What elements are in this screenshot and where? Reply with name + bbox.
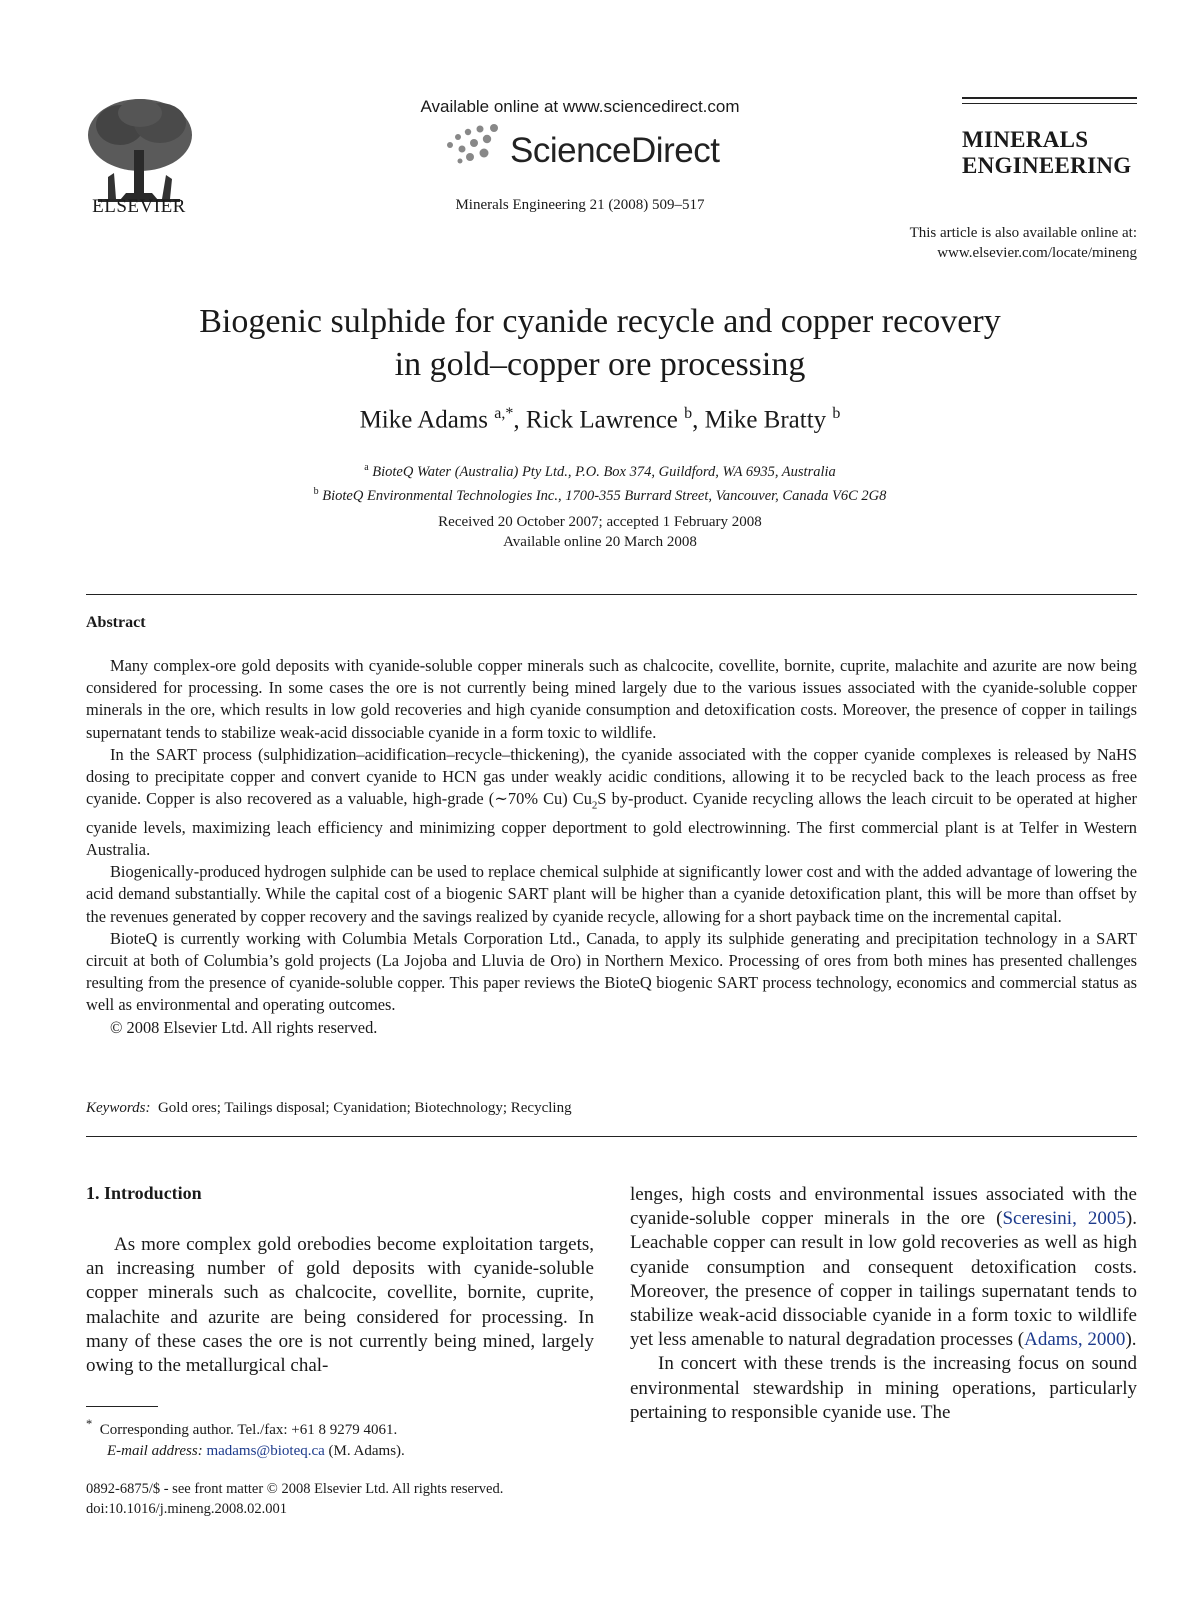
received-date: Received 20 October 2007; accepted 1 February 2008 <box>438 514 762 530</box>
author-separator: , <box>692 406 705 434</box>
footnote-corresponding <box>86 1414 594 1441</box>
body-paragraph: As more complex gold orebodies become exploitation targets, an increasing number of gold deposits with cyanide-soluble copper minerals such as chalcocite, covellite, bornite, cuprite, malachite and azurite are being considered for processing. In many of these cases the ore is not currently being mined, largely owing to the metallurgical chal- <box>86 1234 594 1377</box>
email-label: E-mail address: <box>107 1443 203 1459</box>
footnote-marker: * <box>86 1417 93 1431</box>
abstract-body <box>86 655 1137 1039</box>
author-name: Mike Bratty <box>704 406 827 434</box>
author-name: Rick Lawrence <box>525 406 678 434</box>
affiliations <box>100 458 1100 506</box>
section-heading: 1. Introduction <box>86 1183 202 1203</box>
journal-name-line1: MINERALS <box>962 127 1089 152</box>
copyright-notice: © 2008 Elsevier Ltd. All rights reserved. <box>110 1017 378 1037</box>
available-online-text: Available online at www.sciencedirect.com <box>420 97 740 116</box>
keywords-list: Gold ores; Tailings disposal; Cyanidation; Biotechnology; Recycling <box>157 1100 572 1116</box>
publisher-name: ELSEVIER <box>92 196 186 217</box>
available-date: Available online 20 March 2008 <box>503 534 697 550</box>
article-title-line1: Biogenic sulphide for cyanide recycle and copper recovery <box>199 303 1001 340</box>
abstract-heading: Abstract <box>86 614 146 631</box>
affiliation-text: BioteQ Water (Australia) Pty Ltd., P.O. Box 374, Guildford, WA 6935, Australia <box>372 463 836 480</box>
journal-rule-thin <box>962 103 1137 104</box>
author-affiliation-marker[interactable]: b <box>684 405 693 422</box>
affiliation-marker: a <box>364 462 369 473</box>
online-note-url[interactable]: www.elsevier.com/locate/mineng <box>937 245 1137 261</box>
body-text: ). <box>1125 1329 1137 1351</box>
footnote <box>86 1414 594 1462</box>
citation-link[interactable]: Adams, 2000 <box>1024 1329 1126 1351</box>
footnote-email-line <box>86 1441 594 1462</box>
journal-name-line2: ENGINEERING <box>962 153 1132 178</box>
author-affiliation-marker[interactable]: a,* <box>494 405 514 422</box>
doi-line[interactable]: doi:10.1016/j.mineng.2008.02.001 <box>86 1501 287 1517</box>
keywords-label: Keywords: <box>86 1100 151 1116</box>
author-list <box>100 405 1100 434</box>
email-link[interactable]: madams@bioteq.ca <box>206 1443 325 1459</box>
body-paragraph: In concert with these trends is the increasing focus on sound environmental stewardship in mining operations, particularly pertaining to responsible cyanide use. The <box>630 1353 1137 1423</box>
email-suffix: (M. Adams). <box>328 1443 405 1459</box>
sciencedirect-wordmark: ScienceDirect <box>510 131 720 170</box>
online-note <box>820 223 1137 263</box>
affiliation-marker: b <box>313 485 319 497</box>
subscript: 2 <box>591 799 598 812</box>
abstract-text: In the SART process (sulphidization–acidification–recycle–thickening), the cyanide associated with the copper cyanide complexes is released by NaHS dosing to precipitate copper and convert cyanide to HCN gas under weakly acidic conditions, allowing it to be recycled back to the leach process as free cyanide. Copper is also recovered as a valuable, high-grade (∼70% Cu) Cu <box>86 744 1137 809</box>
front-matter <box>86 1479 686 1519</box>
citation-link[interactable]: Sceresini, 2005 <box>1002 1208 1126 1230</box>
author-separator: , <box>513 406 526 434</box>
affiliation-a <box>100 458 1100 482</box>
footnote-text: Corresponding author. Tel./fax: +61 8 9279 4061. <box>99 1422 398 1438</box>
footnote-rule <box>86 1406 158 1407</box>
author-affiliation-marker[interactable]: b <box>832 405 841 422</box>
affiliation-text: BioteQ Environmental Technologies Inc., 1700-355 Burrard Street, Vancouver, Canada V6C 2G8 <box>322 487 887 504</box>
issn-line: 0892-6875/$ - see front matter © 2008 Elsevier Ltd. All rights reserved. <box>86 1481 504 1497</box>
author-name: Mike Adams <box>359 406 489 434</box>
affiliation-b <box>100 482 1100 506</box>
body-column-left <box>86 1233 594 1378</box>
journal-rule-thick <box>962 97 1137 99</box>
journal-name <box>962 127 1152 179</box>
article-dates <box>100 512 1100 552</box>
journal-reference: Minerals Engineering 21 (2008) 509–517 <box>455 197 705 213</box>
abstract-bottom-rule <box>86 1136 1137 1137</box>
abstract-top-rule <box>86 594 1137 595</box>
abstract-text: S by-product. Cyanide recycling allows the leach circuit to be operated at higher cyanide levels, maximizing leach efficiency and minimizing copper deportment to gold electrowinning. The first commercial plant is at Telfer in Western Australia. <box>86 789 1137 859</box>
abstract-paragraph: Biogenically-produced hydrogen sulphide can be used to replace chemical sulphide at significantly lower cost and with the added advantage of lowering the acid demand substantially. While the capital cost of a biogenic SART plant will be higher than a cyanide detoxification plant, this will be more than offset by the revenues generated by copper recovery and the savings realized by cyanide recycle, allowing for a short payback time on the incremental capital. <box>86 862 1137 926</box>
keywords <box>86 1100 1137 1117</box>
abstract-paragraph: Many complex-ore gold deposits with cyanide-soluble copper minerals such as chalcocite, covellite, bornite, cuprite, malachite and azurite are now being considered for processing. In some cases the ore is not currently being mined largely due to the various issues associated with the cyanide-soluble copper minerals in the ore, which results in low gold recoveries and high cyanide consumption and detoxification costs. Moreover, the presence of copper in tailings supernatant tends to stabilize weak-acid dissociable cyanide in a form toxic to wildlife. <box>86 656 1137 742</box>
abstract-paragraph: BioteQ is currently working with Columbia Metals Corporation Ltd., Canada, to apply its sulphide generating and precipitation technology in a SART circuit at both of Columbia’s gold projects (La Jojoba and Lluvia de Oro) in Northern Mexico. Processing of ores from both mines has presented challenges resulting from the presence of cyanide-soluble copper. This paper reviews the BioteQ biogenic SART process technology, economics and commercial status as well as environmental and operating outcomes. <box>86 928 1137 1015</box>
body-paragraph <box>630 1183 1137 1352</box>
body-column-right <box>630 1183 1137 1425</box>
body-text: ). Leachable copper can result in low gold recoveries as well as high cyanide consumption and consequent detoxification costs. Moreover, the presence of copper in tailings supernatant tends to stabilize weak-acid dissociable cyanide in a form toxic to wildlife yet less amenable to natural degradation processes ( <box>630 1208 1137 1351</box>
article-title-line2: in gold–copper ore processing <box>394 346 806 383</box>
abstract-paragraph <box>86 744 1137 861</box>
body-text: lenges, high costs and environmental issues associated with the cyanide-soluble copper minerals in the ore ( <box>630 1184 1137 1230</box>
online-note-line1: This article is also available online at: <box>909 225 1137 241</box>
article-title <box>100 300 1100 386</box>
